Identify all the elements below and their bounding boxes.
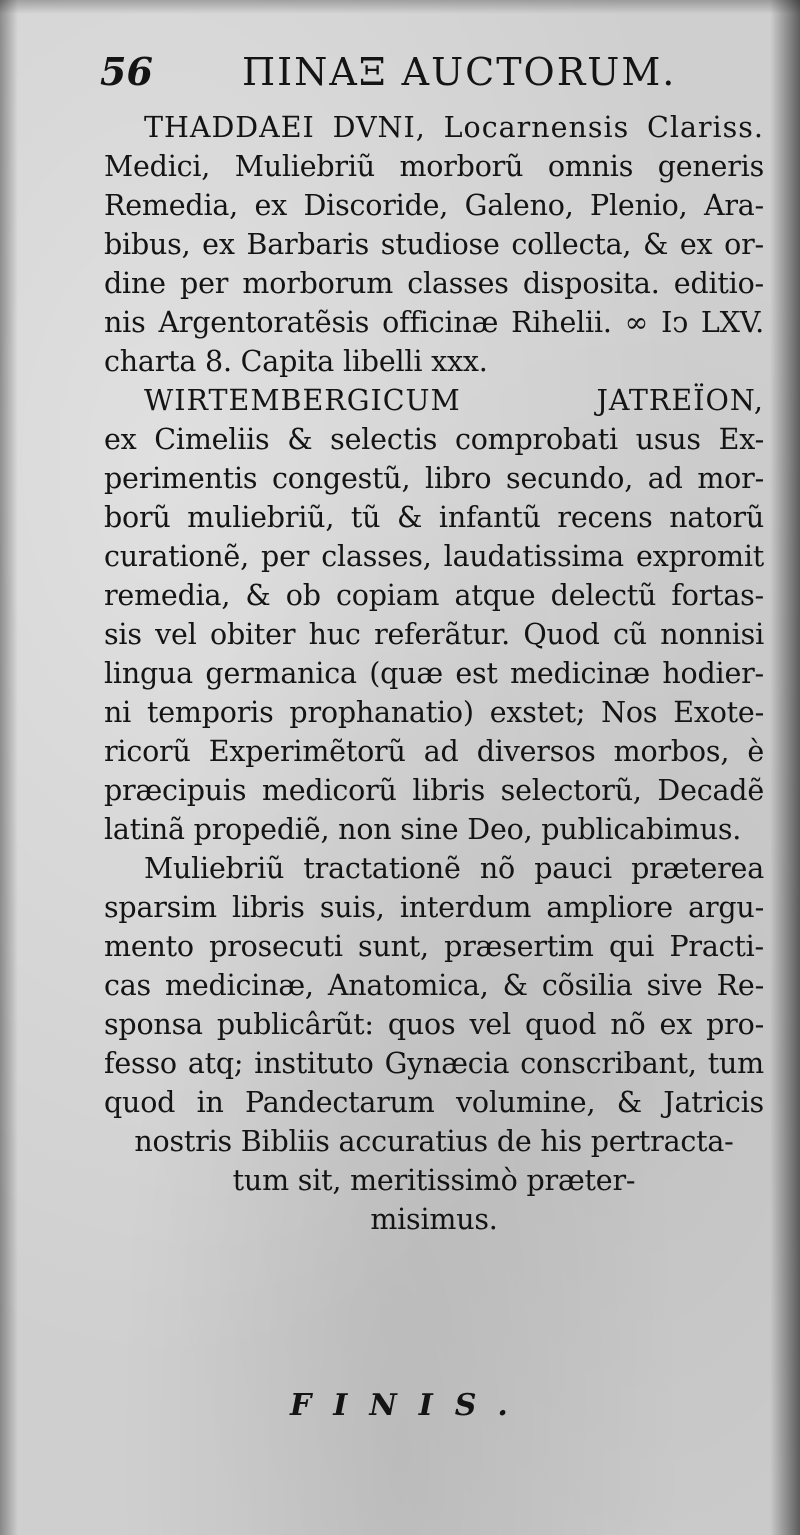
page-header	[100, 42, 740, 98]
text-line: Remedia, ex Discoride, Galeno, Plenio, Ara-	[104, 189, 764, 222]
text-line: bibus, ex Barbaris studiose collecta, & ex or-	[104, 228, 764, 261]
text-line: charta 8. Capita libelli xxx.	[104, 345, 488, 378]
text-line: nis Argentoratẽsis officinæ Rihelii. ∞ Iↄ LXV.	[104, 306, 764, 339]
text-line: ni temporis prophanatio) exstet; Nos Exote-	[104, 696, 764, 729]
text-line: tum sit, meritissimò præter-	[232, 1164, 636, 1197]
text-line: remedia, & ob copiam atque delectũ fortas-	[104, 579, 764, 612]
paragraph-muliebrium	[104, 849, 764, 1239]
text-line: fesso atq; instituto Gynæcia conscribant, tum	[104, 1047, 764, 1080]
text-line: quod in Pandectarum volumine, & Jatricis	[104, 1086, 764, 1119]
text-line: lingua germanica (quæ est medicinæ hodier-	[104, 657, 764, 690]
text-line: WIRTEMBERGICUM JATREÏON,	[144, 384, 764, 417]
text-line: sponsa publicârũt: quos vel quod nõ ex pro-	[104, 1008, 764, 1041]
running-head: ΠΙΝΑΞ AUCTORUM.	[242, 50, 677, 94]
text-line: sis vel obiter huc referãtur. Quod cũ nonnisi	[104, 618, 764, 651]
finis-colophon: FINIS.	[290, 1388, 530, 1423]
text-line: THADDAEI DVNI, Locarnensis Clariss.	[144, 111, 764, 144]
text-line: ex Cimeliis & selectis comprobati usus Ex-	[104, 423, 764, 456]
text-line: Muliebriũ tractationẽ nõ pauci præterea	[144, 852, 764, 885]
text-line: præcipuis medicorũ libris selectorũ, Decadẽ	[104, 774, 764, 807]
text-line: dine per morborum classes disposita. editio-	[104, 267, 764, 300]
text-line: misimus.	[370, 1203, 498, 1236]
page-shadow-left	[0, 0, 18, 1535]
text-line: latinã propediẽ, non sine Deo, publicabimus.	[104, 813, 742, 846]
text-line: perimentis congestũ, libro secundo, ad mor-	[104, 462, 764, 495]
text-line: nostris Bibliis accuratius de his pertracta-	[134, 1125, 734, 1158]
text-line: Medici, Muliebriũ morborũ omnis generis	[104, 150, 764, 183]
paragraph-wirtembergicum	[104, 381, 764, 849]
text-line: sparsim libris suis, interdum ampliore argu-	[104, 891, 764, 924]
page-shadow-top	[0, 0, 800, 14]
body-text	[104, 108, 764, 1438]
text-line: ricorũ Experimẽtorũ ad diversos morbos, è	[104, 735, 764, 768]
page-shadow-right	[770, 0, 800, 1535]
page-number: 56	[100, 49, 153, 94]
text-line: cas medicinæ, Anatomica, & cõsilia sive Re-	[104, 969, 764, 1002]
text-line: curationẽ, per classes, laudatissima expromit	[104, 540, 764, 573]
text-line: borũ muliebriũ, tũ & infantũ recens natorũ	[104, 501, 764, 534]
paragraph-dunus	[104, 108, 764, 381]
text-line: mento prosecuti sunt, præsertim qui Practi-	[104, 930, 764, 963]
